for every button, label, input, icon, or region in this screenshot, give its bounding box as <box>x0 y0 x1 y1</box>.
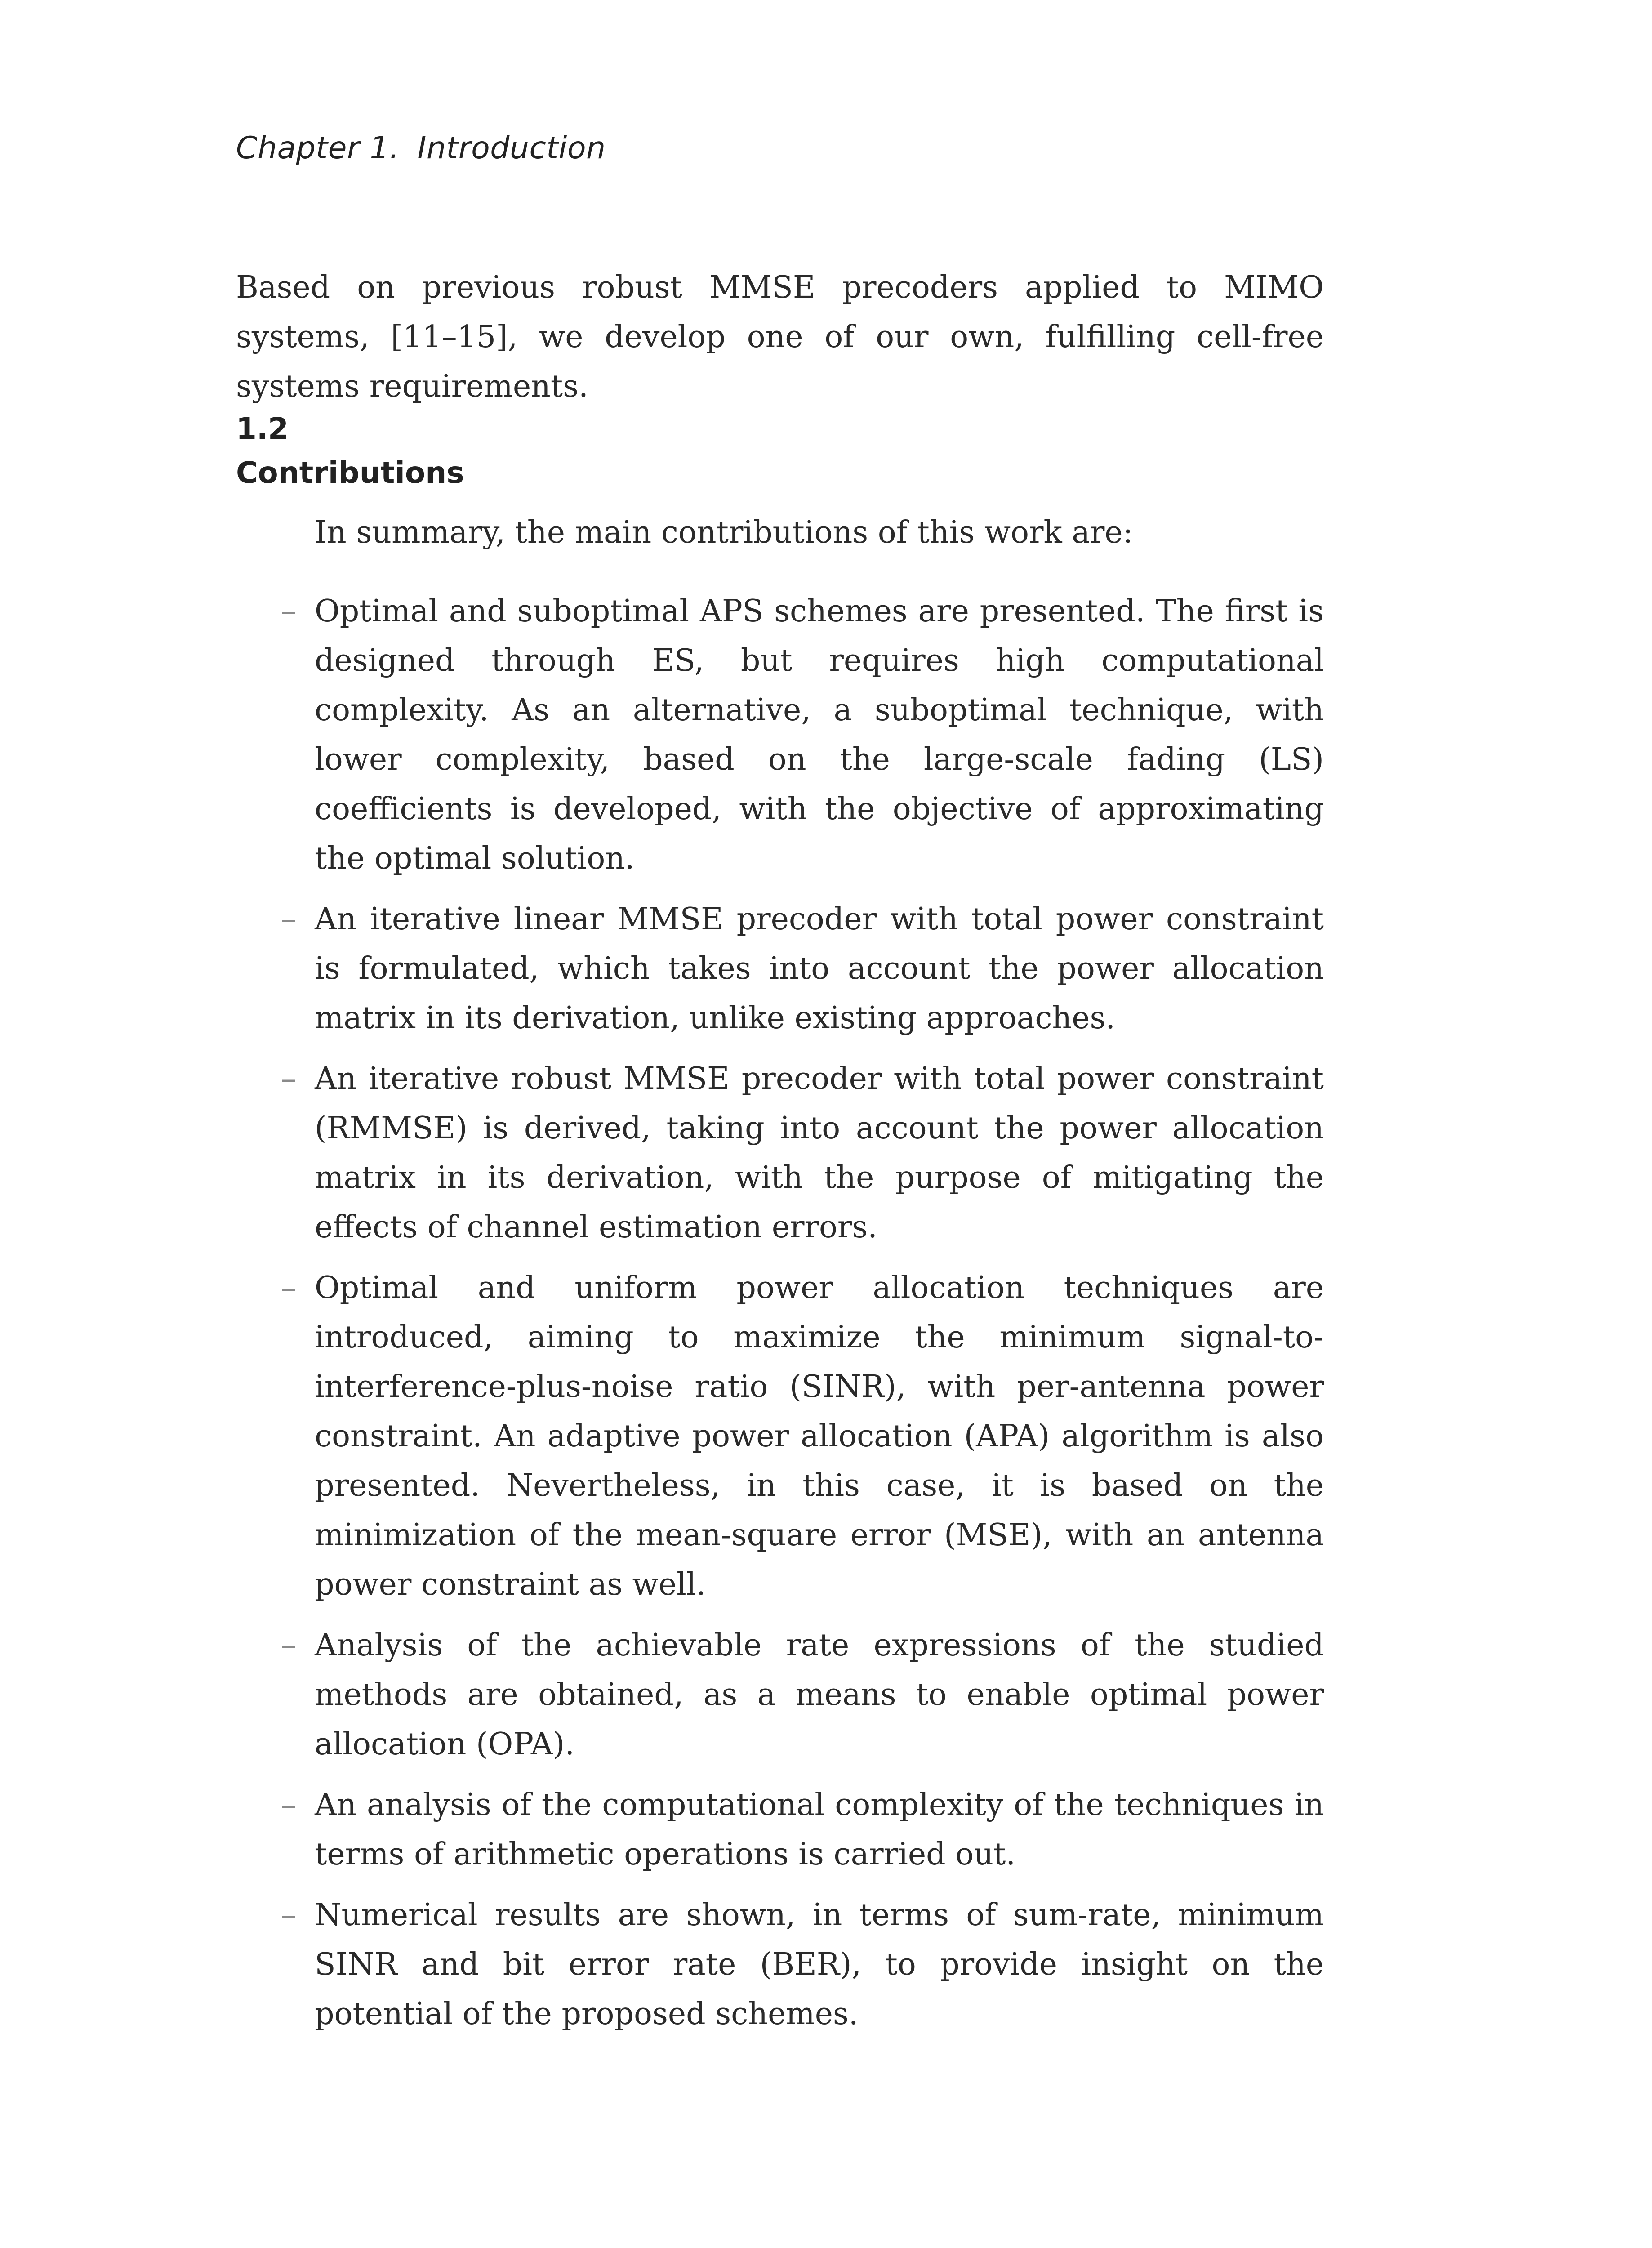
bullet-dash: – <box>281 1897 296 1933</box>
bullet-dash: – <box>281 1061 296 1097</box>
list-item <box>281 895 1324 1043</box>
list-item <box>281 1054 1324 1252</box>
section-heading <box>236 407 464 495</box>
lead-paragraph: In summary, the main contributions of this work are: <box>315 515 1133 550</box>
section-title: Contributions <box>236 455 464 490</box>
list-item-text: Analysis of the achievable rate expressions of the studied methods are obtained, as a means to enable optimal power allocation (OPA). <box>315 1628 1324 1762</box>
list-item-text: Optimal and suboptimal APS schemes are presented. The first is designed through ES, but requires high computational complexity. As an alternative, a suboptimal technique, with lower complexity, based on the large-scale fading (LS) coefficients is developed, with the objective of approximating the optimal solution. <box>315 593 1324 876</box>
list-item-text: An analysis of the computational complexity of the techniques in terms of arithmetic operations is carried out. <box>315 1787 1324 1872</box>
list-item-text: Optimal and uniform power allocation techniques are introduced, aiming to maximize the minimum signal-to-interference-plus-noise ratio (SINR), with per-antenna power constraint. An adaptive power allocation (APA) algorithm is also presented. Nevertheless, in this case, it is based on the minimization of the mean-square error (MSE), with an antenna power constraint as well. <box>315 1270 1324 1602</box>
bullet-dash: – <box>281 593 296 629</box>
list-item <box>281 1621 1324 1769</box>
section-number: 1.2 <box>236 411 289 446</box>
chapter-label: Chapter 1. <box>236 130 400 166</box>
list-item <box>281 1263 1324 1610</box>
running-header <box>236 130 606 166</box>
list-item-text: An iterative robust MMSE precoder with total power constraint (RMMSE) is derived, taking into account the power allocation matrix in its derivation, with the purpose of mitigating the effects of channel estimation errors. <box>315 1061 1324 1245</box>
bullet-dash: – <box>281 1628 296 1663</box>
list-item <box>281 587 1324 883</box>
contributions-list <box>281 587 1324 2050</box>
chapter-title: Introduction <box>417 130 606 166</box>
list-item-text: An iterative linear MMSE precoder with total power constraint is formulated, which takes into account the power allocation matrix in its derivation, unlike existing approaches. <box>315 901 1324 1036</box>
intro-paragraph: Based on previous robust MMSE precoders applied to MIMO systems, [11–15], we develop one of our own, fulfilling cell-free systems requirements. <box>236 270 1324 404</box>
bullet-dash: – <box>281 901 296 937</box>
list-item <box>281 1891 1324 2039</box>
bullet-dash: – <box>281 1270 296 1306</box>
list-item <box>281 1780 1324 1879</box>
list-item-text: Numerical results are shown, in terms of sum-rate, minimum SINR and bit error rate (BER), to provide insight on the potential of the proposed schemes. <box>315 1897 1324 2032</box>
bullet-dash: – <box>281 1787 296 1823</box>
